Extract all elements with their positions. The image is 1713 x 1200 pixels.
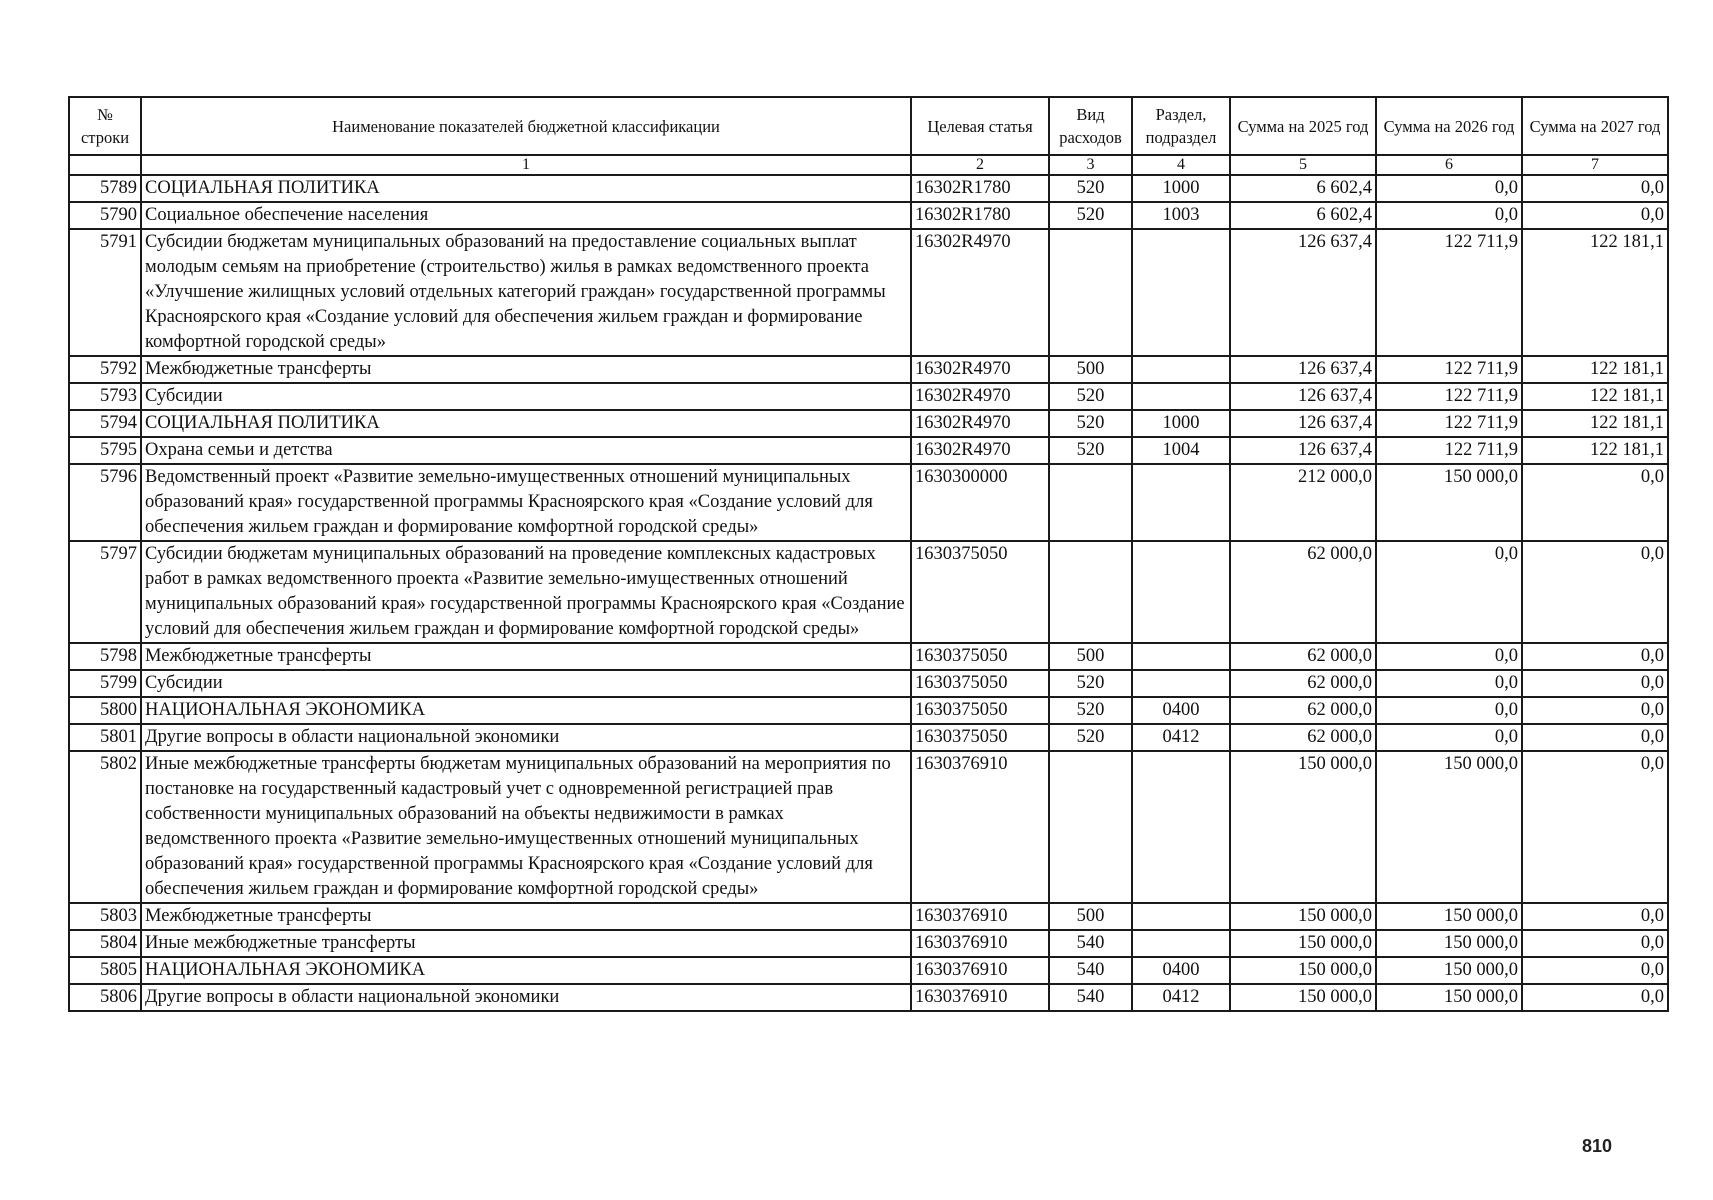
row-number-cell: 5797	[69, 541, 141, 643]
header-indicator-name: Наименование показателей бюджетной классификации	[141, 97, 911, 155]
target-article-cell: 16302R4970	[911, 410, 1049, 437]
target-article-cell: 1630376910	[911, 930, 1049, 957]
column-number: 5	[1230, 155, 1376, 175]
target-article-cell: 16302R4970	[911, 437, 1049, 464]
expense-type-cell: 520	[1049, 697, 1132, 724]
section-cell: 0412	[1132, 724, 1230, 751]
section-cell	[1132, 464, 1230, 541]
header-section: Раздел, подраздел	[1132, 97, 1230, 155]
expense-type-cell: 540	[1049, 984, 1132, 1011]
amount-2027-cell: 0,0	[1522, 670, 1668, 697]
indicator-name-cell: Межбюджетные трансферты	[141, 356, 911, 383]
column-number	[69, 155, 141, 175]
target-article-cell: 16302R4970	[911, 356, 1049, 383]
column-number: 1	[141, 155, 911, 175]
section-cell: 0400	[1132, 697, 1230, 724]
amount-2026-cell: 122 711,9	[1376, 410, 1522, 437]
row-number-cell: 5789	[69, 175, 141, 202]
column-number: 3	[1049, 155, 1132, 175]
table-row	[69, 903, 1668, 930]
column-number: 4	[1132, 155, 1230, 175]
table-row	[69, 437, 1668, 464]
amount-2027-cell: 122 181,1	[1522, 437, 1668, 464]
table-row	[69, 930, 1668, 957]
expense-type-cell	[1049, 751, 1132, 903]
amount-2026-cell: 122 711,9	[1376, 437, 1522, 464]
section-cell	[1132, 541, 1230, 643]
indicator-name-cell: Ведомственный проект «Развитие земельно-имущественных отношений муниципальных образований края» государственной программы Красноярского края «Создание условий для обеспечения жильем граждан и формирование комфортной городской среды»	[141, 464, 911, 541]
header-amount-2027: Сумма на 2027 год	[1522, 97, 1668, 155]
indicator-name-cell: Иные межбюджетные трансферты бюджетам муниципальных образований на мероприятия по постановке на государственный кадастровый учет с одновременной регистрацией прав собственности муниципальных образований на объекты недвижимости в рамках ведомственного проекта «Развитие земельно-имущественных отношений муниципальных образований края» государственной программы Красноярского края «Создание условий для обеспечения жильем граждан и формирование комфортной городской среды»	[141, 751, 911, 903]
row-number-cell: 5796	[69, 464, 141, 541]
row-number-cell: 5802	[69, 751, 141, 903]
table-row	[69, 670, 1668, 697]
section-cell: 0412	[1132, 984, 1230, 1011]
target-article-cell: 1630376910	[911, 984, 1049, 1011]
expense-type-cell: 540	[1049, 930, 1132, 957]
amount-2026-cell: 150 000,0	[1376, 751, 1522, 903]
amount-2025-cell: 62 000,0	[1230, 670, 1376, 697]
header-amount-2025: Сумма на 2025 год	[1230, 97, 1376, 155]
table-row	[69, 410, 1668, 437]
amount-2025-cell: 150 000,0	[1230, 903, 1376, 930]
amount-2026-cell: 0,0	[1376, 541, 1522, 643]
amount-2025-cell: 62 000,0	[1230, 697, 1376, 724]
row-number-cell: 5803	[69, 903, 141, 930]
column-number-row	[69, 155, 1668, 175]
amount-2027-cell: 0,0	[1522, 724, 1668, 751]
row-number-cell: 5792	[69, 356, 141, 383]
indicator-name-cell: СОЦИАЛЬНАЯ ПОЛИТИКА	[141, 175, 911, 202]
amount-2026-cell: 0,0	[1376, 724, 1522, 751]
table-row	[69, 356, 1668, 383]
amount-2025-cell: 6 602,4	[1230, 175, 1376, 202]
indicator-name-cell: СОЦИАЛЬНАЯ ПОЛИТИКА	[141, 410, 911, 437]
amount-2026-cell: 150 000,0	[1376, 930, 1522, 957]
amount-2027-cell: 0,0	[1522, 984, 1668, 1011]
amount-2026-cell: 150 000,0	[1376, 984, 1522, 1011]
amount-2026-cell: 0,0	[1376, 697, 1522, 724]
amount-2026-cell: 0,0	[1376, 643, 1522, 670]
amount-2027-cell: 122 181,1	[1522, 229, 1668, 356]
column-number: 7	[1522, 155, 1668, 175]
target-article-cell: 1630375050	[911, 643, 1049, 670]
amount-2025-cell: 150 000,0	[1230, 984, 1376, 1011]
row-number-cell: 5798	[69, 643, 141, 670]
section-cell	[1132, 903, 1230, 930]
row-number-cell: 5794	[69, 410, 141, 437]
header-row-number: № строки	[69, 97, 141, 155]
indicator-name-cell: Социальное обеспечение населения	[141, 202, 911, 229]
section-cell: 0400	[1132, 957, 1230, 984]
amount-2026-cell: 122 711,9	[1376, 383, 1522, 410]
amount-2025-cell: 6 602,4	[1230, 202, 1376, 229]
amount-2025-cell: 150 000,0	[1230, 751, 1376, 903]
target-article-cell: 1630376910	[911, 751, 1049, 903]
section-cell	[1132, 643, 1230, 670]
table-row	[69, 643, 1668, 670]
indicator-name-cell: НАЦИОНАЛЬНАЯ ЭКОНОМИКА	[141, 957, 911, 984]
table-header	[69, 97, 1668, 175]
amount-2025-cell: 126 637,4	[1230, 229, 1376, 356]
row-number-cell: 5800	[69, 697, 141, 724]
amount-2027-cell: 0,0	[1522, 202, 1668, 229]
expense-type-cell	[1049, 541, 1132, 643]
budget-table	[68, 96, 1669, 1012]
target-article-cell: 1630376910	[911, 903, 1049, 930]
amount-2025-cell: 126 637,4	[1230, 383, 1376, 410]
table-body	[69, 175, 1668, 1011]
expense-type-cell: 500	[1049, 643, 1132, 670]
target-article-cell: 16302R1780	[911, 202, 1049, 229]
expense-type-cell: 520	[1049, 724, 1132, 751]
table-row	[69, 751, 1668, 903]
expense-type-cell: 520	[1049, 410, 1132, 437]
amount-2027-cell: 0,0	[1522, 751, 1668, 903]
amount-2027-cell: 122 181,1	[1522, 356, 1668, 383]
row-number-cell: 5791	[69, 229, 141, 356]
target-article-cell: 1630375050	[911, 541, 1049, 643]
target-article-cell: 1630300000	[911, 464, 1049, 541]
indicator-name-cell: Субсидии	[141, 670, 911, 697]
indicator-name-cell: Межбюджетные трансферты	[141, 903, 911, 930]
amount-2026-cell: 0,0	[1376, 202, 1522, 229]
table-row	[69, 541, 1668, 643]
table-row	[69, 957, 1668, 984]
amount-2027-cell: 0,0	[1522, 541, 1668, 643]
expense-type-cell: 520	[1049, 437, 1132, 464]
expense-type-cell: 520	[1049, 202, 1132, 229]
section-cell: 1000	[1132, 410, 1230, 437]
amount-2027-cell: 0,0	[1522, 930, 1668, 957]
row-number-cell: 5795	[69, 437, 141, 464]
expense-type-cell: 520	[1049, 175, 1132, 202]
expense-type-cell: 500	[1049, 356, 1132, 383]
amount-2027-cell: 0,0	[1522, 464, 1668, 541]
header-amount-2026: Сумма на 2026 год	[1376, 97, 1522, 155]
table-row	[69, 202, 1668, 229]
amount-2027-cell: 122 181,1	[1522, 410, 1668, 437]
amount-2026-cell: 122 711,9	[1376, 356, 1522, 383]
amount-2026-cell: 150 000,0	[1376, 464, 1522, 541]
indicator-name-cell: Другие вопросы в области национальной экономики	[141, 724, 911, 751]
header-row	[69, 97, 1668, 155]
target-article-cell: 1630375050	[911, 670, 1049, 697]
amount-2026-cell: 150 000,0	[1376, 957, 1522, 984]
section-cell	[1132, 751, 1230, 903]
expense-type-cell	[1049, 229, 1132, 356]
expense-type-cell	[1049, 464, 1132, 541]
expense-type-cell: 520	[1049, 670, 1132, 697]
target-article-cell: 1630375050	[911, 697, 1049, 724]
section-cell	[1132, 356, 1230, 383]
target-article-cell: 16302R4970	[911, 229, 1049, 356]
indicator-name-cell: Субсидии бюджетам муниципальных образований на предоставление социальных выплат молодым семьям на приобретение (строительство) жилья в рамках ведомственного проекта «Улучшение жилищных условий отдельных категорий граждан» государственной программы Красноярского края «Создание условий для обеспечения жильем граждан и формирование комфортной городской среды»	[141, 229, 911, 356]
amount-2025-cell: 126 637,4	[1230, 437, 1376, 464]
expense-type-cell: 520	[1049, 383, 1132, 410]
header-expense-type: Вид расходов	[1049, 97, 1132, 155]
amount-2025-cell: 212 000,0	[1230, 464, 1376, 541]
amount-2026-cell: 150 000,0	[1376, 903, 1522, 930]
amount-2027-cell: 122 181,1	[1522, 383, 1668, 410]
indicator-name-cell: НАЦИОНАЛЬНАЯ ЭКОНОМИКА	[141, 697, 911, 724]
amount-2025-cell: 150 000,0	[1230, 930, 1376, 957]
indicator-name-cell: Иные межбюджетные трансферты	[141, 930, 911, 957]
amount-2027-cell: 0,0	[1522, 175, 1668, 202]
row-number-cell: 5804	[69, 930, 141, 957]
table-row	[69, 697, 1668, 724]
page-number: 810	[1582, 1136, 1613, 1156]
section-cell	[1132, 670, 1230, 697]
row-number-cell: 5790	[69, 202, 141, 229]
amount-2026-cell: 122 711,9	[1376, 229, 1522, 356]
row-number-cell: 5805	[69, 957, 141, 984]
section-cell: 1003	[1132, 202, 1230, 229]
table-row	[69, 383, 1668, 410]
section-cell	[1132, 383, 1230, 410]
table-row	[69, 229, 1668, 356]
amount-2027-cell: 0,0	[1522, 643, 1668, 670]
row-number-cell: 5806	[69, 984, 141, 1011]
section-cell: 1000	[1132, 175, 1230, 202]
indicator-name-cell: Субсидии бюджетам муниципальных образований на проведение комплексных кадастровых работ в рамках ведомственного проекта «Развитие земельно-имущественных отношений муниципальных образований края» государственной программы Красноярского края «Создание условий для обеспечения жильем граждан и формирование комфортной городской среды»	[141, 541, 911, 643]
section-cell	[1132, 930, 1230, 957]
table-row	[69, 724, 1668, 751]
amount-2026-cell: 0,0	[1376, 670, 1522, 697]
amount-2025-cell: 62 000,0	[1230, 643, 1376, 670]
section-cell: 1004	[1132, 437, 1230, 464]
row-number-cell: 5801	[69, 724, 141, 751]
table-row	[69, 984, 1668, 1011]
column-number: 6	[1376, 155, 1522, 175]
row-number-cell: 5799	[69, 670, 141, 697]
column-number: 2	[911, 155, 1049, 175]
indicator-name-cell: Субсидии	[141, 383, 911, 410]
indicator-name-cell: Охрана семьи и детства	[141, 437, 911, 464]
amount-2025-cell: 150 000,0	[1230, 957, 1376, 984]
row-number-cell: 5793	[69, 383, 141, 410]
table-row	[69, 464, 1668, 541]
amount-2026-cell: 0,0	[1376, 175, 1522, 202]
amount-2025-cell: 126 637,4	[1230, 356, 1376, 383]
indicator-name-cell: Межбюджетные трансферты	[141, 643, 911, 670]
expense-type-cell: 540	[1049, 957, 1132, 984]
target-article-cell: 16302R1780	[911, 175, 1049, 202]
amount-2025-cell: 62 000,0	[1230, 541, 1376, 643]
target-article-cell: 1630375050	[911, 724, 1049, 751]
amount-2027-cell: 0,0	[1522, 697, 1668, 724]
table-row	[69, 175, 1668, 202]
amount-2025-cell: 62 000,0	[1230, 724, 1376, 751]
target-article-cell: 1630376910	[911, 957, 1049, 984]
indicator-name-cell: Другие вопросы в области национальной экономики	[141, 984, 911, 1011]
expense-type-cell: 500	[1049, 903, 1132, 930]
section-cell	[1132, 229, 1230, 356]
target-article-cell: 16302R4970	[911, 383, 1049, 410]
amount-2027-cell: 0,0	[1522, 903, 1668, 930]
amount-2025-cell: 126 637,4	[1230, 410, 1376, 437]
header-target-article: Целевая статья	[911, 97, 1049, 155]
amount-2027-cell: 0,0	[1522, 957, 1668, 984]
